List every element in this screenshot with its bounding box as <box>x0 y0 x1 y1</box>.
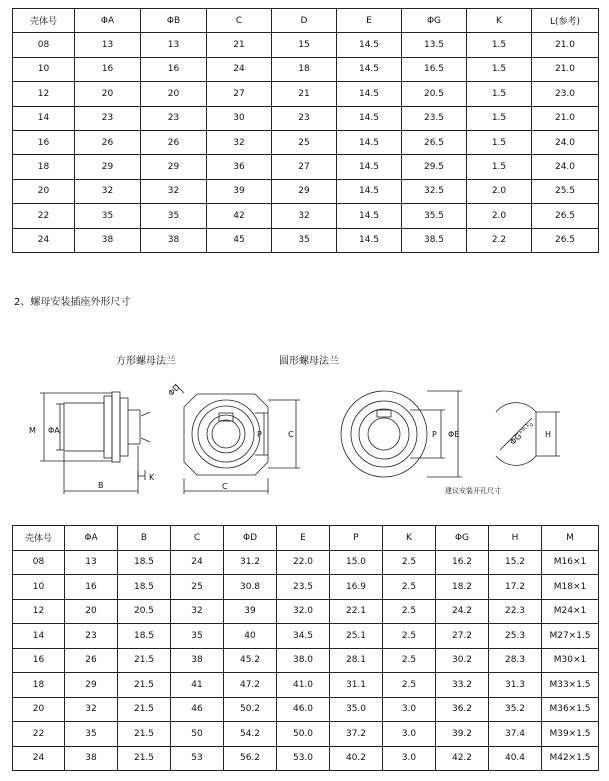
table-cell: 22.1 <box>330 599 383 624</box>
table-cell: 21.5 <box>118 673 171 698</box>
table-cell: 14.5 <box>337 228 402 252</box>
table-cell: 35 <box>272 228 337 252</box>
table-cell: 24.2 <box>436 599 489 624</box>
header-cell: M <box>542 526 599 551</box>
table-cell: 18.2 <box>436 575 489 600</box>
table-cell: 35 <box>141 204 207 228</box>
table-cell: 38 <box>141 228 207 252</box>
table-cell: 24.0 <box>532 130 599 154</box>
table-row <box>13 82 599 106</box>
dim-p2: P <box>432 430 437 439</box>
table-cell: 32 <box>171 599 224 624</box>
table-row <box>13 648 599 673</box>
header-cell: ΦB <box>141 9 207 33</box>
table-cell: 29 <box>65 673 118 698</box>
table-cell: 23 <box>65 624 118 649</box>
table-cell: M27×1.5 <box>542 624 599 649</box>
table-cell: 38 <box>65 746 118 771</box>
table-cell: 15.2 <box>489 550 542 575</box>
table-cell: 36 <box>207 155 272 179</box>
table-cell: 29 <box>75 155 141 179</box>
table-cell: 40 <box>224 624 277 649</box>
table-cell: 20 <box>141 82 207 106</box>
table-row <box>13 57 599 81</box>
table-row <box>13 746 599 771</box>
table-cell: 35.0 <box>330 697 383 722</box>
table-cell: 41.0 <box>277 673 330 698</box>
table-cell: 1.5 <box>467 57 532 81</box>
table-cell: 2.5 <box>383 648 436 673</box>
table-cell: 24 <box>13 228 75 252</box>
header-cell: H <box>489 526 542 551</box>
header-cell: P <box>330 526 383 551</box>
dimension-table-1 <box>12 8 599 253</box>
table-cell: 26.5 <box>532 204 599 228</box>
table-cell: 22 <box>13 722 65 747</box>
header-cell: ΦA <box>65 526 118 551</box>
table-cell: 32 <box>272 204 337 228</box>
table-cell: 39 <box>207 179 272 203</box>
dim-k: K <box>149 473 155 482</box>
table-cell: 14.5 <box>337 204 402 228</box>
table-cell: 25.1 <box>330 624 383 649</box>
technical-drawing <box>0 370 609 510</box>
table-cell: 38 <box>171 648 224 673</box>
table-cell: 21.0 <box>532 57 599 81</box>
table-cell: 1.5 <box>467 33 532 57</box>
table-cell: 16 <box>13 648 65 673</box>
table-cell: 23 <box>75 106 141 130</box>
header-cell: 壳体号 <box>13 526 65 551</box>
table-cell: 14 <box>13 624 65 649</box>
table-row <box>13 599 599 624</box>
header-cell: E <box>277 526 330 551</box>
header-cell: C <box>207 9 272 33</box>
table-cell: 18 <box>13 673 65 698</box>
table-cell: 2.5 <box>383 624 436 649</box>
header-row <box>13 526 599 551</box>
table-cell: 42.2 <box>436 746 489 771</box>
table-cell: 25 <box>272 130 337 154</box>
table-row <box>13 575 599 600</box>
dim-a: ΦA <box>48 426 60 435</box>
table-cell: 56.2 <box>224 746 277 771</box>
table-row <box>13 204 599 228</box>
header-cell: ΦG <box>436 526 489 551</box>
table-cell: 29 <box>272 179 337 203</box>
header-cell: K <box>383 526 436 551</box>
table-cell: 27 <box>272 155 337 179</box>
table-cell: 14 <box>13 106 75 130</box>
table-cell: 12 <box>13 599 65 624</box>
table-cell: 26 <box>65 648 118 673</box>
table-cell: 24 <box>171 550 224 575</box>
table-cell: 23.0 <box>532 82 599 106</box>
table-cell: 14.5 <box>337 57 402 81</box>
table-cell: 21.5 <box>118 648 171 673</box>
table-cell: 28.3 <box>489 648 542 673</box>
table-cell: 13 <box>65 550 118 575</box>
table-cell: 23 <box>272 106 337 130</box>
table-cell: 13 <box>141 33 207 57</box>
table-row <box>13 228 599 252</box>
table-row <box>13 130 599 154</box>
dim-g: ΦG⁺⁰·¹₀ <box>508 419 536 447</box>
table-cell: 1.5 <box>467 155 532 179</box>
table-cell: 35.5 <box>402 204 467 228</box>
table-cell: 2.5 <box>383 575 436 600</box>
header-cell: B <box>118 526 171 551</box>
table-cell: 16 <box>75 57 141 81</box>
header-cell: C <box>171 526 224 551</box>
dim-p: P <box>257 430 262 439</box>
header-cell: ΦD <box>224 526 277 551</box>
table-cell: 20.5 <box>402 82 467 106</box>
square-flange-label: 方形螺母法兰 <box>116 356 176 367</box>
table-cell: 18.5 <box>118 550 171 575</box>
table-cell: 39 <box>224 599 277 624</box>
table-cell: 3.0 <box>383 697 436 722</box>
table-cell: M30×1 <box>542 648 599 673</box>
table-cell: 31.2 <box>224 550 277 575</box>
dim-d: ΦD <box>166 382 182 398</box>
table-cell: 22.0 <box>277 550 330 575</box>
table-cell: 14.5 <box>337 106 402 130</box>
table-cell: 32 <box>65 697 118 722</box>
table-cell: 2.5 <box>383 599 436 624</box>
table-cell: 08 <box>13 33 75 57</box>
table-cell: 21 <box>272 82 337 106</box>
table-row <box>13 722 599 747</box>
table-cell: 38 <box>75 228 141 252</box>
table-cell: 50.2 <box>224 697 277 722</box>
table-cell: 33.2 <box>436 673 489 698</box>
table-cell: 16.5 <box>402 57 467 81</box>
dim-b: B <box>98 481 104 490</box>
dim-h: H <box>545 430 552 439</box>
table-cell: 13 <box>75 33 141 57</box>
table-cell: 17.2 <box>489 575 542 600</box>
table-cell: 31.1 <box>330 673 383 698</box>
table-cell: 14.5 <box>337 130 402 154</box>
header-row <box>13 9 599 33</box>
table-cell: 32 <box>75 179 141 203</box>
table-cell: 23.5 <box>402 106 467 130</box>
dim-m: M <box>29 426 36 435</box>
table-cell: 22.3 <box>489 599 542 624</box>
round-flange-label: 圆形螺母法兰 <box>279 356 339 367</box>
table-cell: 14.5 <box>337 179 402 203</box>
table-cell: 14.5 <box>337 82 402 106</box>
table-cell: 16 <box>13 130 75 154</box>
table-cell: M24×1 <box>542 599 599 624</box>
table-cell: 38.5 <box>402 228 467 252</box>
table-cell: M36×1.5 <box>542 697 599 722</box>
table-cell: 21.5 <box>118 746 171 771</box>
table-cell: 27.2 <box>436 624 489 649</box>
table-cell: 21.5 <box>118 697 171 722</box>
table-cell: M42×1.5 <box>542 746 599 771</box>
table-cell: 24 <box>13 746 65 771</box>
table-cell: 08 <box>13 550 65 575</box>
table-cell: 20 <box>65 599 118 624</box>
table-cell: 41 <box>171 673 224 698</box>
table-cell: 45.2 <box>224 648 277 673</box>
table-cell: 42 <box>207 204 272 228</box>
section-heading: 2、螺母安装插座外形尺寸 <box>14 297 131 308</box>
table-row <box>13 550 599 575</box>
table-cell: 2.5 <box>383 673 436 698</box>
table-cell: 1.5 <box>467 82 532 106</box>
table-cell: 15.0 <box>330 550 383 575</box>
table-cell: 25.3 <box>489 624 542 649</box>
table-cell: 20.5 <box>118 599 171 624</box>
table-cell: 37.2 <box>330 722 383 747</box>
table-row <box>13 106 599 130</box>
table-cell: 50.0 <box>277 722 330 747</box>
table-cell: 16 <box>141 57 207 81</box>
table-cell: M18×1 <box>542 575 599 600</box>
table-cell: 32 <box>141 179 207 203</box>
table-cell: 35.2 <box>489 697 542 722</box>
table-cell: 20 <box>75 82 141 106</box>
table-cell: 2.0 <box>467 204 532 228</box>
table-cell: 40.4 <box>489 746 542 771</box>
table-cell: 40.2 <box>330 746 383 771</box>
table-cell: 21.0 <box>532 33 599 57</box>
table-cell: M16×1 <box>542 550 599 575</box>
table-cell: 14.5 <box>337 33 402 57</box>
table-cell: 16.9 <box>330 575 383 600</box>
table-cell: 21.0 <box>532 106 599 130</box>
round-flange-view <box>341 391 462 477</box>
table-cell: 32 <box>207 130 272 154</box>
table-cell: 23 <box>141 106 207 130</box>
table-row <box>13 33 599 57</box>
table-cell: 3.0 <box>383 722 436 747</box>
table-cell: 23.5 <box>277 575 330 600</box>
mounting-hole-label: 建议安装开孔尺寸 <box>445 487 501 495</box>
table-cell: 16.2 <box>436 550 489 575</box>
table-cell: 21.5 <box>118 722 171 747</box>
header-cell: 壳体号 <box>13 9 75 33</box>
table-cell: 30.8 <box>224 575 277 600</box>
table-cell: 21 <box>207 33 272 57</box>
table-cell: 30 <box>207 106 272 130</box>
table-cell: 20 <box>13 179 75 203</box>
header-cell: K <box>467 9 532 33</box>
table-cell: 27 <box>207 82 272 106</box>
dim-e: ΦE <box>448 430 460 439</box>
table-row <box>13 624 599 649</box>
table-cell: 50 <box>171 722 224 747</box>
table-cell: 20 <box>13 697 65 722</box>
table-cell: 34.5 <box>277 624 330 649</box>
table-cell: 13.5 <box>402 33 467 57</box>
table-cell: 18 <box>272 57 337 81</box>
table-cell: 24.0 <box>532 155 599 179</box>
table-cell: 47.2 <box>224 673 277 698</box>
table-cell: 26.5 <box>402 130 467 154</box>
table-cell: 28.1 <box>330 648 383 673</box>
table-cell: 25 <box>171 575 224 600</box>
table-cell: 32.5 <box>402 179 467 203</box>
table-cell: 1.5 <box>467 130 532 154</box>
table-cell: 38.0 <box>277 648 330 673</box>
table-cell: 46.0 <box>277 697 330 722</box>
table-cell: 45 <box>207 228 272 252</box>
dim-c2: C <box>288 430 294 439</box>
table-row <box>13 155 599 179</box>
table-cell: 30.2 <box>436 648 489 673</box>
table-cell: 15 <box>272 33 337 57</box>
table-cell: 54.2 <box>224 722 277 747</box>
header-cell: E <box>337 9 402 33</box>
table-cell: 35 <box>65 722 118 747</box>
table-cell: 26 <box>75 130 141 154</box>
table-cell: 26.5 <box>532 228 599 252</box>
table-cell: 2.5 <box>383 550 436 575</box>
table-cell: 36.2 <box>436 697 489 722</box>
table-cell: 2.0 <box>467 179 532 203</box>
table-cell: 2.2 <box>467 228 532 252</box>
table-cell: 3.0 <box>383 746 436 771</box>
table-cell: 22 <box>13 204 75 228</box>
table-cell: 37.4 <box>489 722 542 747</box>
table-cell: 25.5 <box>532 179 599 203</box>
table-row <box>13 673 599 698</box>
dimension-table-2 <box>12 525 599 771</box>
table-cell: 35 <box>75 204 141 228</box>
table-row <box>13 697 599 722</box>
table-cell: 26 <box>141 130 207 154</box>
table-cell: 35 <box>171 624 224 649</box>
table-cell: 1.5 <box>467 106 532 130</box>
table-row <box>13 179 599 203</box>
table-cell: 29 <box>141 155 207 179</box>
table-cell: M33×1.5 <box>542 673 599 698</box>
table-cell: 18.5 <box>118 624 171 649</box>
table-cell: 39.2 <box>436 722 489 747</box>
header-cell: L(参考) <box>532 9 599 33</box>
table-cell: 53 <box>171 746 224 771</box>
table-cell: 10 <box>13 575 65 600</box>
table-cell: 18.5 <box>118 575 171 600</box>
table-cell: 16 <box>65 575 118 600</box>
table-cell: 14.5 <box>337 155 402 179</box>
table-cell: 31.3 <box>489 673 542 698</box>
square-flange-view <box>175 384 300 494</box>
table-cell: 18 <box>13 155 75 179</box>
dim-c: C <box>222 482 228 491</box>
table-cell: 24 <box>207 57 272 81</box>
table-cell: M39×1.5 <box>542 722 599 747</box>
table-cell: 10 <box>13 57 75 81</box>
header-cell: D <box>272 9 337 33</box>
table-cell: 29.5 <box>402 155 467 179</box>
table-cell: 46 <box>171 697 224 722</box>
table-cell: 53.0 <box>277 746 330 771</box>
header-cell: ΦA <box>75 9 141 33</box>
table-cell: 32.0 <box>277 599 330 624</box>
header-cell: ΦG <box>402 9 467 33</box>
side-view <box>40 392 150 494</box>
table-cell: 12 <box>13 82 75 106</box>
